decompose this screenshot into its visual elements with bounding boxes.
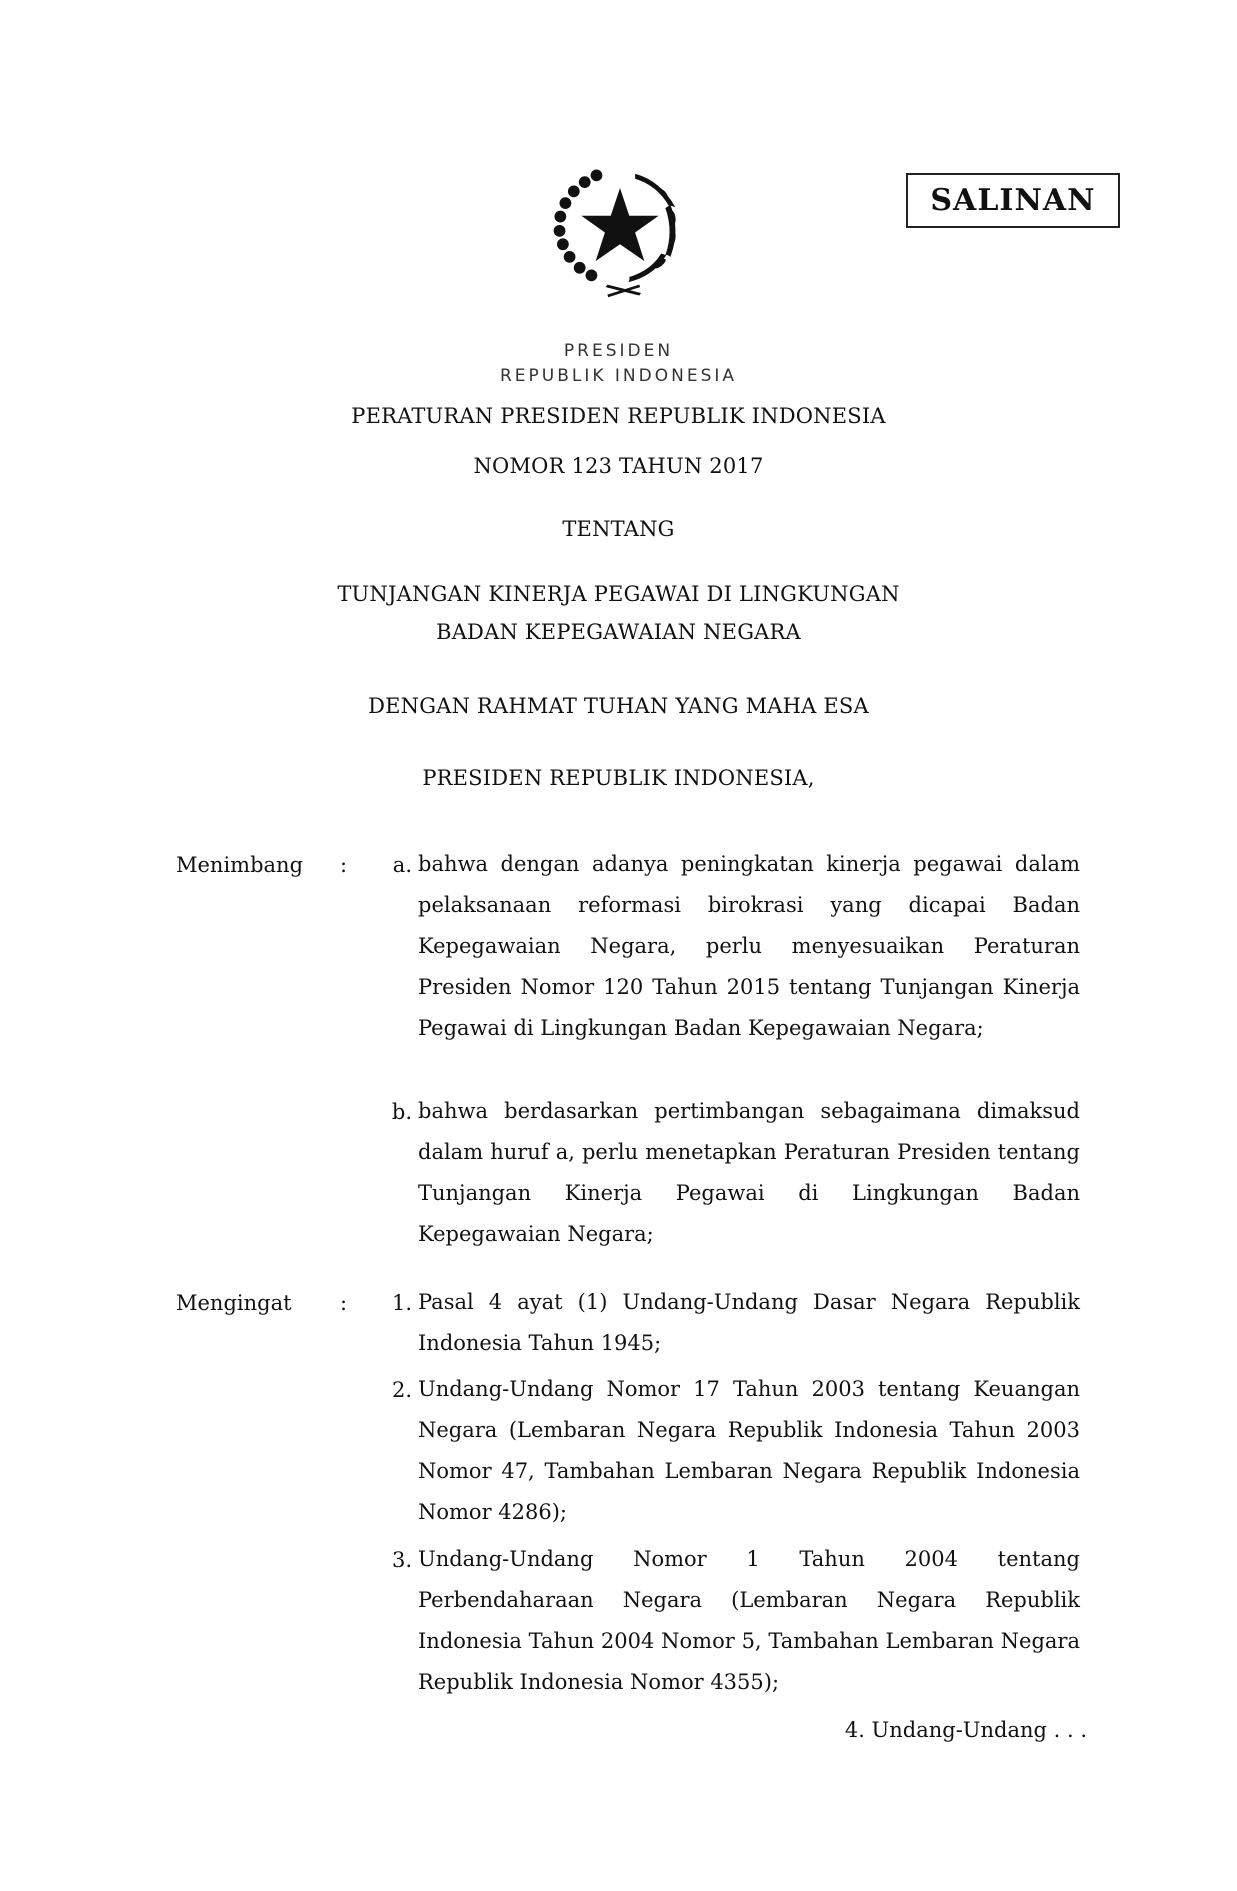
menimbang-item-a-marker: a. bbox=[392, 853, 412, 877]
menimbang-label: Menimbang bbox=[176, 853, 304, 877]
menimbang-item-b: bahwa berdasarkan pertimbangan sebagaimana dimaksud dalam huruf a, perlu menetapkan Peraturan Presiden tentang Tunjangan Kinerja Pegawai di Lingkungan Badan Kepegawaian Negara; bbox=[418, 1099, 1080, 1246]
seal-caption-line-1: PRESIDEN bbox=[563, 341, 674, 361]
salinan-stamp bbox=[906, 173, 1120, 228]
seal-caption-line-2: REPUBLIK INDONESIA bbox=[499, 366, 738, 386]
mengingat-item-1-marker: 1. bbox=[391, 1291, 412, 1315]
about-label: TENTANG bbox=[562, 517, 675, 541]
mengingat-item-2: Undang-Undang Nomor 17 Tahun 2003 tentang Keuangan Negara (Lembaran Negara Republik Indonesia Tahun 2003 Nomor 47, Tambahan Lembaran Negara Republik Indonesia Nomor 4286); bbox=[418, 1377, 1080, 1524]
menimbang-item-b-marker: b. bbox=[391, 1100, 412, 1124]
issuer: PRESIDEN REPUBLIK INDONESIA, bbox=[422, 766, 815, 790]
document-number: NOMOR 123 TAHUN 2017 bbox=[473, 454, 764, 478]
menimbang-item-a: bahwa dengan adanya peningkatan kinerja pegawai dalam pelaksanaan reformasi birokrasi yang dicapai Badan Kepegawaian Negara, perlu menyesuaikan Peraturan Presiden Nomor 120 Tahun 2015 tentang Tunjangan Kinerja Pegawai di Lingkungan Badan Kepegawaian Negara; bbox=[418, 852, 1080, 1040]
mengingat-item-1: Pasal 4 ayat (1) Undang-Undang Dasar Negara Republik Indonesia Tahun 1945; bbox=[418, 1290, 1080, 1355]
subject-line-1: TUNJANGAN KINERJA PEGAWAI DI LINGKUNGAN bbox=[337, 582, 900, 606]
mengingat-item-3-marker: 3. bbox=[391, 1548, 412, 1572]
document-title: PERATURAN PRESIDEN REPUBLIK INDONESIA bbox=[351, 404, 886, 428]
mengingat-label: Mengingat bbox=[176, 1291, 292, 1315]
mengingat-item-3: Undang-Undang Nomor 1 Tahun 2004 tentang Perbendaharaan Negara (Lembaran Negara Republik Indonesia Tahun 2004 Nomor 5, Tambahan Lembaran Negara Republik Indonesia Nomor 4355); bbox=[418, 1547, 1080, 1694]
salinan-label: SALINAN bbox=[930, 183, 1096, 218]
mengingat-colon: : bbox=[340, 1291, 348, 1315]
invocation: DENGAN RAHMAT TUHAN YANG MAHA ESA bbox=[368, 694, 869, 718]
menimbang-colon: : bbox=[340, 853, 348, 877]
page-continuation: 4. Undang-Undang . . . bbox=[844, 1718, 1087, 1742]
mengingat-item-2-marker: 2. bbox=[391, 1378, 412, 1402]
subject-line-2: BADAN KEPEGAWAIAN NEGARA bbox=[436, 620, 801, 644]
presidential-seal-icon bbox=[536, 150, 704, 310]
